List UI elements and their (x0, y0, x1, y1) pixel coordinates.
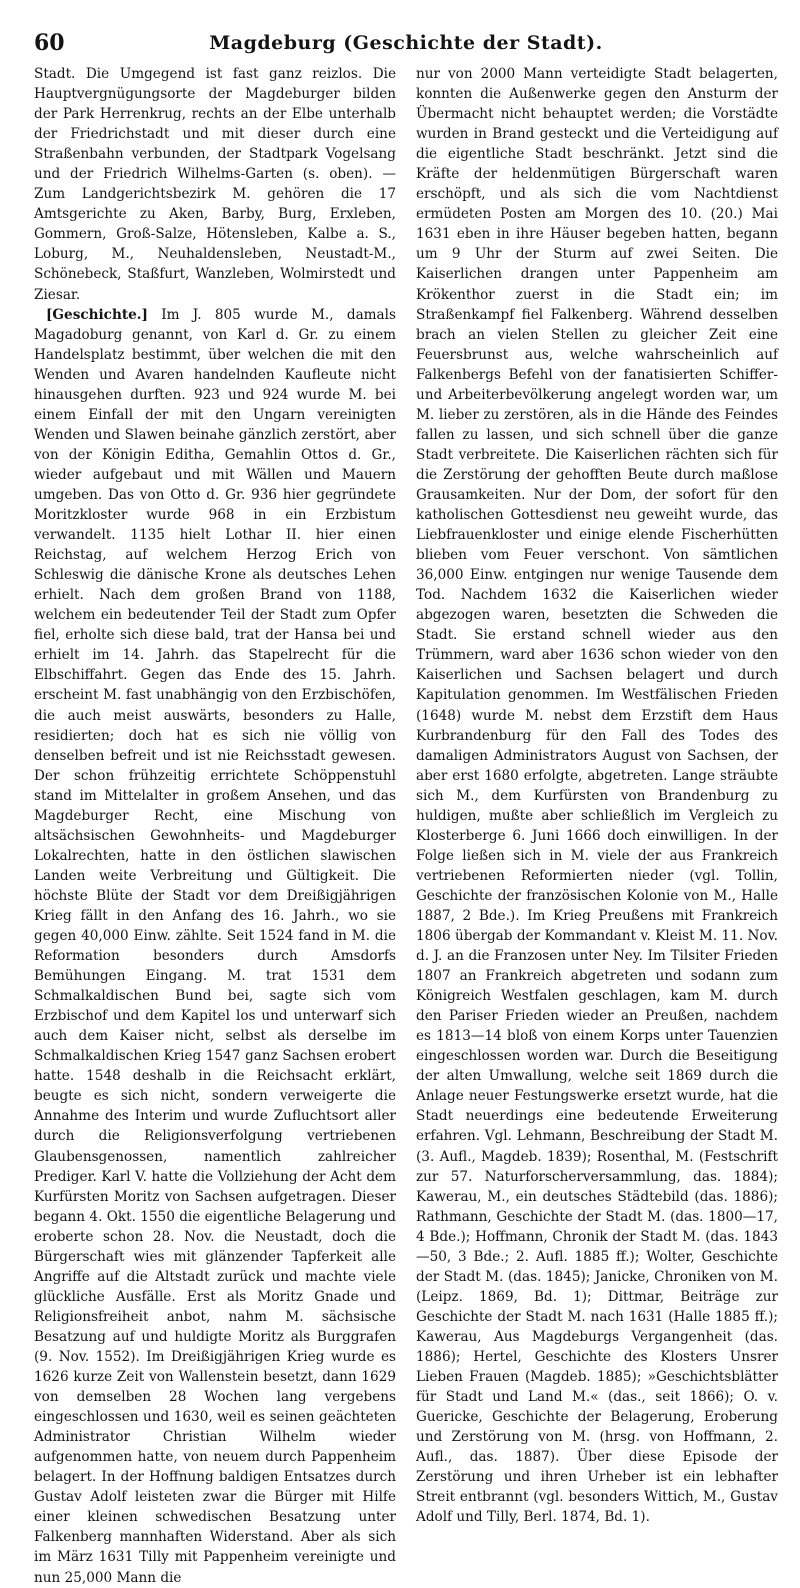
page-number: 60 (34, 30, 65, 56)
paragraph-geschichte (34, 305, 396, 1588)
paragraph-geschichte-text: Im J. 805 wurde M., damals Magadoburg genannt, von Karl d. Gr. zu einem Handelsplatz bestimmt, über welchen die mit den Wenden und Avaren handelnden Kaufleute nicht hinausgehen durften. 923 und 924 wurde M. bei einem Einfall der mit den Ungarn vereinigten Wenden und Slawen beinahe gänzlich zerstört, aber von der Königin Editha, Gemahlin Ottos d. Gr., wieder aufgebaut und mit Wällen und Mauern umgeben. Das von Otto d. Gr. 936 hier gegründete Moritzkloster wurde 968 in ein Erzbistum verwandelt. 1135 hielt Lothar II. hier einen Reichstag, auf welchem Herzog Erich von Schleswig die dänische Krone als deutsches Lehen erhielt. Nach dem großen Brand von 1188, welchem ein bedeutender Teil der Stadt zum Opfer fiel, erholte sich diese bald, trat der Hansa bei und erhielt im 14. Jahrh. das Stapelrecht für die Elbschiffahrt. Gegen das Ende des 15. Jahrh. erscheint M. fast unabhängig von den Erzbischöfen, die auch meist auswärts, besonders zu Halle, residierten; doch hat es sich nie völlig von denselben befreit und ist nie Reichsstadt gewesen. Der schon frühzeitig errichtete Schöppenstuhl stand im Mittelalter in großem Ansehen, und das Magdeburger Recht, eine Mischung von altsächsischen Gewohnheits- und Magdeburger Lokalrechten, hatte in den östlichen slawischen Landen weite Verbreitung und Gültigkeit. Die höchste Blüte der Stadt vor dem Dreißigjährigen Krieg fällt in den Anfang des 16. Jahrh., wo sie gegen 40,000 Einw. zählte. Seit 1524 fand in M. die Reformation besonders durch Amsdorfs Bemühungen Eingang. M. trat 1531 dem Schmalkaldischen Bund bei, sagte sich vom Erzbischof und dem Kapitel los und unterwarf sich auch dem Kaiser nicht, selbst als derselbe im Schmalkaldischen Krieg 1547 ganz Sachsen erobert hatte. 1548 deshalb in die Reichsacht erklärt, beugte es sich nicht, sondern verweigerte die Annahme des Interim und wurde Zufluchtsort aller durch die Religionsverfolgung vertriebenen Glaubensgenossen, namentlich zahlreicher Prediger. Karl V. hatte die Vollziehung der Acht dem Kurfürsten Moritz von Sachsen aufgetragen. Dieser begann 4. Okt. 1550 die eigentliche Belagerung und eroberte schon 28. Nov. die Neustadt, doch die Bürgerschaft wies mit glänzender Tapferkeit alle Angriffe auf die Altstadt zurück und machte viele glückliche Ausfälle. Erst als Moritz Gnade und Religionsfreiheit anbot, nahm M. sächsische Besatzung auf und huldigte Moritz als Burggrafen (9. Nov. 1552). Im Dreißigjährigen Krieg wurde es 1626 kurze Zeit von Wallenstein besetzt, dann 1629 von demselben 28 Wochen lang vergebens eingeschlossen und 1630, weil es seinen geächteten Administrator Christian Wilhelm wieder aufgenommen hatte, von neuem durch Pappenheim belagert. In der Hoffnung baldigen Entsatzes durch Gustav Adolf leisteten zwar die Bürger mit Hilfe einer kleinen schwedischen Besatzung unter Falkenberg mannhaften Widerstand. Aber als sich im März 1631 Tilly mit Pappenheim vereinigte und nun 25,000 Mann die (34, 306, 396, 1586)
left-column (34, 64, 396, 1588)
text-columns (34, 64, 778, 1588)
running-head: Magdeburg (Geschichte der Stadt). (209, 32, 603, 54)
paragraph-belagerung: nur von 2000 Mann verteidigte Stadt belagerten, konnten die Außenwerke gegen den Ansturm der Übermacht nicht behauptet werden; die Vorstädte wurden in Brand gesteckt und die Verteidigung auf die eigentliche Stadt beschränkt. Jetzt sind die Kräfte der heldenmütigen Bürgerschaft waren erschöpft, und als sich die vom Nachtdienst ermüdeten Posten am Morgen des 10. (20.) Mai 1631 eben in ihre Häuser begeben hatten, begann um 9 Uhr der Sturm auf zwei Seiten. Die Kaiserlichen drangen unter Pappenheim am Krökenthor zuerst in die Stadt ein; im Straßenkampf fiel Falkenberg. Während desselben brach an vielen Stellen zu gleicher Zeit eine Feuersbrunst aus, welche wahrscheinlich auf Falkenbergs Befehl von der fanatisierten Schiffer- und Arbeiterbevölkerung angelegt worden war, um M. lieber zu zerstören, als in die Hände des Feindes fallen zu lassen, und sich schnell über die ganze Stadt verbreitete. Die Kaiserlichen rächten sich für die Zerstörung der gehofften Beute durch maßlose Grausamkeiten. Nur der Dom, der sofort für den katholischen Gottesdienst neu geweiht wurde, das Liebfrauenkloster und einige elende Fischerhütten blieben vom Feuer verschont. Von sämtlichen 36,000 Einw. entgingen nur wenige Tausende dem Tod. Nachdem 1632 die Kaiserlichen wieder abgezogen waren, besetzten die Schweden die Stadt. Sie erstand schnell wieder aus den Trümmern, ward aber 1636 schon wieder von den Kaiserlichen und Sachsen belagert und durch Kapitulation genommen. Im Westfälischen Frieden (1648) wurde M. nebst dem Erzstift dem Haus Kurbrandenburg für den Fall des Todes des damaligen Administrators August von Sachsen, der aber erst 1680 erfolgte, abgetreten. Lange sträubte sich M., dem Kurfürsten von Brandenburg zu huldigen, mußte aber schließlich im Vergleich zu Klosterberge 6. Juni 1666 doch einwilligen. In der Folge ließen sich in M. viele der aus Frankreich vertriebenen Reformierten nieder (vgl. Tollin, Geschichte der französischen Kolonie von M., Halle 1887, 2 Bde.). Im Krieg Preußens mit Frankreich 1806 übergab der Kommandant v. Kleist M. 11. Nov. d. J. an die Franzosen unter Ney. Im Tilsiter Frieden 1807 an Frankreich abgetreten und sodann zum Königreich Westfalen geschlagen, kam M. durch den Pariser Frieden wieder an Preußen, nachdem es 1813—14 bloß von einem Korps unter Tauenzien eingeschlossen worden war. Durch die Beseitigung der alten Umwallung, welche seit 1869 durch die Anlage neuer Festungswerke ersetzt wurde, hat die Stadt neuerdings eine bedeutende Erweiterung erfahren. Vgl. Lehmann, Beschreibung der Stadt M. (3. Aufl., Magdeb. 1839); Rosenthal, M. (Festschrift zur 57. Naturforscherversammlung, das. 1884); Kawerau, M., ein deutsches Städtebild (das. 1886); Rathmann, Geschichte der Stadt M. (das. 1800—17, 4 Bde.); Hoffmann, Chronik der Stadt M. (das. 1843—50, 3 Bde.; 2. Aufl. 1885 ff.); Wolter, Geschichte der Stadt M. (das. 1845); Janicke, Chroniken von M. (Leipz. 1869, Bd. 1); Dittmar, Beiträge zur Geschichte der Stadt M. nach 1631 (Halle 1885 ff.); Kawerau, Aus Magdeburgs Vergangenheit (das. 1886); Hertel, Geschichte des Klosters Unsrer Lieben Frauen (Magdeb. 1885); »Geschichtsblätter für Stadt und Land M.« (das., seit 1866); O. v. Guericke, Geschichte der Belagerung, Eroberung und Zerstörung von M. (hrsg. von Hoffmann, 2. Aufl., das. 1887). Über diese Episode der Zerstörung und ihren Urheber ist ein lebhafter Streit entbrannt (vgl. besonders Wittich, M., Gustav Adolf und Tilly, Berl. 1874, Bd. 1). (416, 66, 778, 1526)
page-header (34, 30, 778, 64)
paragraph-umgegend: Stadt. Die Umgegend ist fast ganz reizlos. Die Hauptvergnügungsorte der Magdeburger bilden der Park Herrenkrug, rechts an der Elbe unterhalb der Friedrichstadt und mit dieser durch eine Straßenbahn verbunden, der Stadtpark Vogelsang und der Friedrich Wilhelms-Garten (s. oben). — Zum Landgerichtsbezirk M. gehören die 17 Amtsgerichte zu Aken, Barby, Burg, Erxleben, Gommern, Groß-Salze, Hötensleben, Kalbe a. S., Loburg, M., Neuhaldensleben, Neustadt-M., Schönebeck, Staßfurt, Wanzleben, Wolmirstedt und Ziesar. (34, 66, 396, 303)
right-column (416, 64, 778, 1588)
section-label: [Geschichte.] (46, 306, 148, 323)
